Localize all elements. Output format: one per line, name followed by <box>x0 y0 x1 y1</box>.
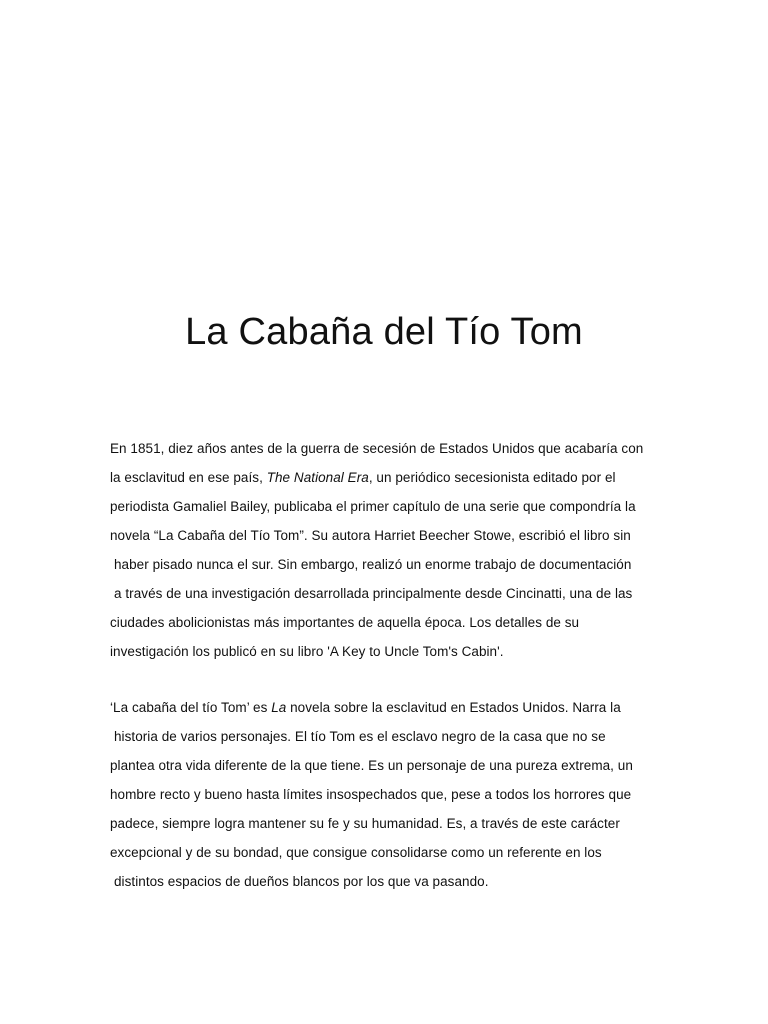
text-segment: la esclavitud en ese país, <box>110 470 267 485</box>
paragraph-history <box>110 434 670 666</box>
text-segment: novela sobre la esclavitud en Estados Unidos. Narra la <box>286 700 621 715</box>
paragraph-line: investigación los publicó en su libro 'A Key to Uncle Tom's Cabin'. <box>110 644 504 659</box>
text-segment: ‘La cabaña del tío Tom’ es <box>110 700 272 715</box>
document-title: La Cabaña del Tío Tom <box>185 311 583 353</box>
paragraph-line: distintos espacios de dueños blancos por los que va pasando. <box>114 874 489 889</box>
paragraph-line: plantea otra vida diferente de la que tiene. Es un personaje de una pureza extrema, un <box>110 758 633 773</box>
paragraph-line <box>110 693 670 722</box>
paragraph-summary <box>110 693 670 896</box>
paragraph-line: ciudades abolicionistas más importantes de aquella época. Los detalles de su <box>110 615 580 630</box>
paragraph-line: En 1851, diez años antes de la guerra de secesión de Estados Unidos que acabaría con <box>110 441 644 456</box>
paragraph-line: haber pisado nunca el sur. Sin embargo, realizó un enorme trabajo de documentación <box>114 557 632 572</box>
paragraph-line: padece, siempre logra mantener su fe y su humanidad. Es, a través de este carácter <box>110 816 620 831</box>
emphasis-text: La <box>271 700 287 715</box>
paragraph-line: novela “La Cabaña del Tío Tom”. Su autora Harriet Beecher Stowe, escribió el libro sin <box>110 528 631 543</box>
paragraph-line <box>110 463 670 492</box>
publication-name: The National Era <box>266 470 369 485</box>
paragraph-line: hombre recto y bueno hasta límites insospechados que, pese a todos los horrores que <box>110 787 632 802</box>
paragraph-line: excepcional y de su bondad, que consigue consolidarse como un referente en los <box>110 845 602 860</box>
paragraph-line: periodista Gamaliel Bailey, publicaba el primer capítulo de una serie que compondría la <box>110 499 636 514</box>
paragraph-line: historia de varios personajes. El tío Tom es el esclavo negro de la casa que no se <box>114 729 606 744</box>
text-segment: , un periódico secesionista editado por el <box>368 470 616 485</box>
paragraph-line: a través de una investigación desarrollada principalmente desde Cincinatti, una de las <box>114 586 633 601</box>
